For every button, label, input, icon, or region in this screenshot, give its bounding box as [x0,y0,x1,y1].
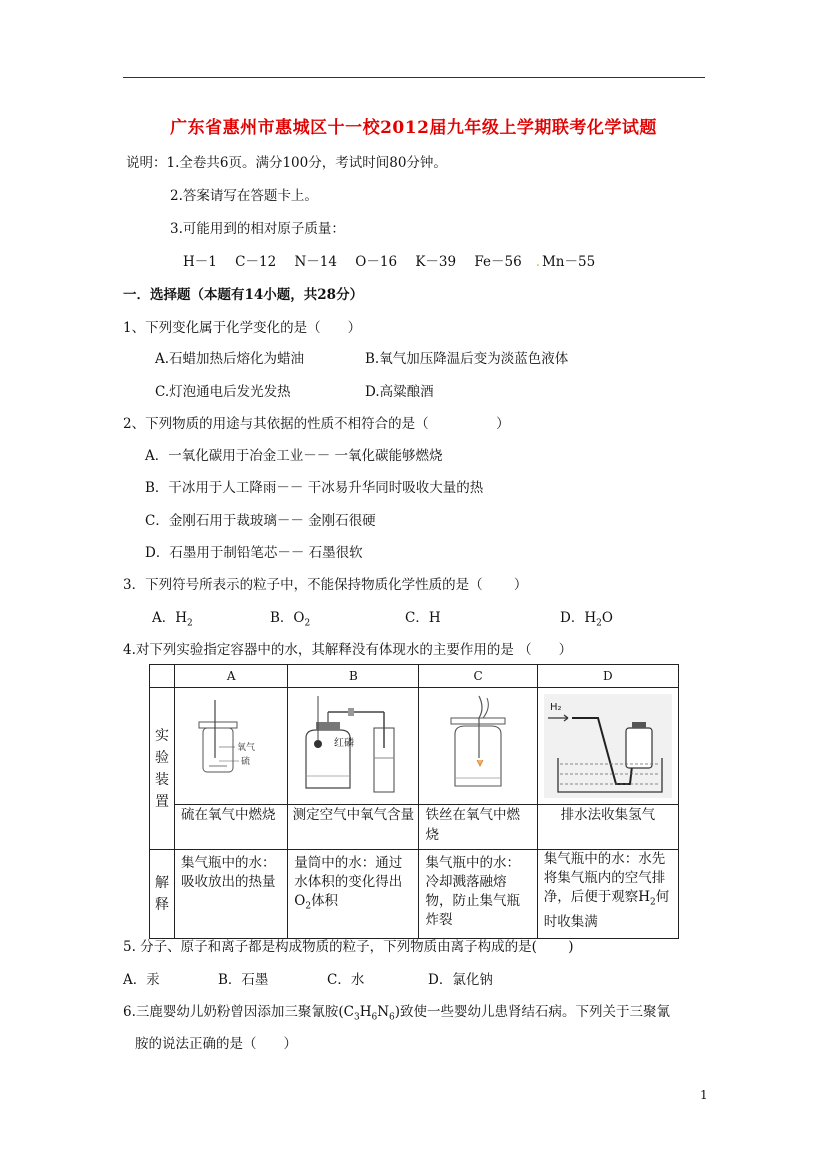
atomic-masses [183,250,609,270]
q5-option-a: A．汞 [123,972,160,988]
page-number: 1 [700,1088,708,1102]
caption-a: 硫在氧气中燃烧 [175,805,288,850]
caption-d: 排水法收集氢气 [537,805,678,850]
q3-option-d: D．$H_2O$ [560,610,613,629]
header-corner [150,665,175,688]
atom-n: N－14 [294,254,337,270]
q6-stem-line1: 6.三鹿婴幼儿奶粉曾因添加三聚氰胺$(C_3H_6N_6)$致使一些婴幼儿患肾结石病。下列关于三聚氰 [123,1004,671,1023]
label-sulfur: 硫 [241,757,251,767]
col-header-a: A [175,665,288,688]
atom-o: O－16 [355,254,398,270]
q3-stem: 3．下列符号所表示的粒子中，不能保持物质化学性质的是（ ） [123,577,528,593]
stray-dot: . [535,254,540,270]
explanation-a: 集气瓶中的水：吸收放出的热量 [175,850,288,939]
col-header-c: C [419,665,537,688]
q2-option-a: A．一氧化碳用于冶金工业－－ 一氧化碳能够燃烧 [145,448,443,464]
explanation-d: 集气瓶中的水：水先将集气瓶内的空气排净，后便于观察$H_2$何时收集满 [537,850,678,939]
q2-option-d: D．石墨用于制铅笔芯－－ 石墨很软 [145,545,363,561]
q2-stem: 2、下列物质的用途与其依据的性质不相符合的是（ ） [123,416,510,432]
q1-option-a: A.石蜡加热后熔化为蜡油 [155,351,305,367]
row-label-apparatus: 实验装置 [150,688,175,850]
atom-k: K－39 [415,254,457,270]
figure-b [288,688,419,805]
label-red-phosphorus: 红磷 [334,738,355,749]
q2-option-c: C．金刚石用于裁玻璃－－ 金刚石很硬 [145,513,376,529]
page-title: 广东省惠州市惠城区十一校2012届九年级上学期联考化学试题 [170,118,657,138]
q4-table [149,664,679,939]
q1-option-c: C.灯泡通电后发光发热 [155,384,291,400]
q5-option-d: D．氯化钠 [428,972,493,988]
q6-stem-line2: 胺的说法正确的是（ ） [135,1036,297,1052]
header-rule [123,77,705,78]
label-oxygen: 氧气 [237,743,256,753]
q4-stem: 4.对下列实验指定容器中的水，其解释没有体现水的主要作用的是 （ ） [123,642,573,658]
q2-option-b: B．干冰用于人工降雨－－ 干冰易升华同时吸收大量的热 [145,480,484,496]
figure-c [419,688,537,805]
explanation-c: 集气瓶中的水：冷却溅落融熔物，防止集气瓶炸裂 [419,850,537,939]
section-heading: 一．选择题（本题有14小题，共28分） [123,287,364,303]
col-header-b: B [288,665,419,688]
explanation-b: 量筒中的水：通过水体积的变化得出$O_2$体积 [288,850,419,939]
q5-option-c: C．水 [327,972,365,988]
q1-option-d: D.高粱酿酒 [365,384,434,400]
note-2: 2.答案请写在答题卡上。 [170,188,318,204]
q5-stem: 5. 分子、原子和离子都是构成物质的粒子，下列物质由离子构成的是( ) [123,939,574,955]
q1-option-b: B.氧气加压降温后变为淡蓝色液体 [365,351,569,367]
q3-option-b: B．$O_2$ [270,610,311,629]
caption-b: 测定空气中氧气含量 [288,805,419,850]
atom-mn: Mn－55 [541,254,596,270]
label-hydrogen: H₂ [549,702,562,713]
atom-h: H－1 [183,254,217,270]
figure-a [175,688,288,805]
row-label-explanation: 解释 [150,850,175,939]
caption-c: 铁丝在氧气中燃烧 [419,805,537,850]
q1-stem: 1、下列变化属于化学变化的是（ ） [123,320,362,336]
q3-option-a: A．$H_2$ [152,610,193,629]
q3-option-c: C．H [405,610,441,626]
atom-c: C－12 [235,254,277,270]
note-1: 说明：1.全卷共6页。满分100分，考试时间80分钟。 [126,155,447,171]
atom-fe: Fe－56 [474,254,522,270]
figure-d [537,688,678,805]
q5-option-b: B．石墨 [218,972,269,988]
col-header-d: D [537,665,678,688]
note-3: 3.可能用到的相对原子质量： [170,221,345,237]
